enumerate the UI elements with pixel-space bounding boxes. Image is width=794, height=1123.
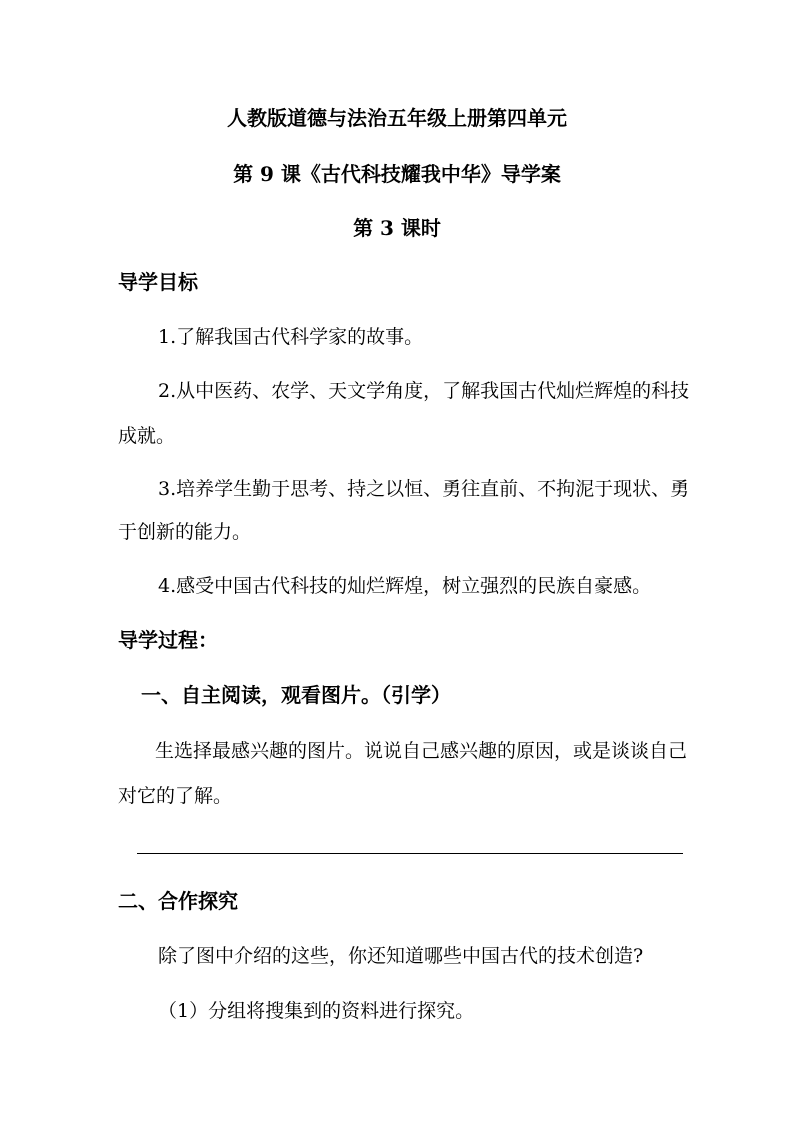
- section-1-heading: 一、自主阅读，观看图片。（引学）: [141, 683, 451, 707]
- process-heading: 导学过程：: [118, 628, 218, 652]
- objective-item-3-line-1: 3.培养学生勤于思考、持之以恒、勇往直前、不拘泥于现状、勇: [158, 478, 690, 500]
- document-title-lesson: 第 9 课《古代科技耀我中华》导学案: [233, 162, 561, 186]
- section-2-paragraph: 除了图中介绍的这些，你还知道哪些中国古代的技术创造?: [158, 945, 644, 967]
- objective-item-2-line-1: 2.从中医药、农学、天文学角度，了解我国古代灿烂辉煌的科技: [158, 380, 690, 402]
- objectives-heading: 导学目标: [118, 270, 198, 294]
- section-1-paragraph-line-2: 对它的了解。: [118, 785, 233, 807]
- section-1-paragraph-line-1: 生选择最感兴趣的图片。说说自己感兴趣的原因，或是谈谈自己: [155, 740, 688, 762]
- section-2-item-1: （1）分组将搜集到的资料进行探究。: [158, 1000, 475, 1022]
- objective-item-3-line-2: 于创新的能力。: [118, 521, 252, 543]
- section-2-heading: 二、合作探究: [118, 889, 238, 913]
- objective-item-4: 4.感受中国古代科技的灿烂辉煌，树立强烈的民族自豪感。: [158, 575, 652, 597]
- objective-item-2-line-2: 成就。: [118, 425, 176, 447]
- document-title-unit: 人教版道德与法治五年级上册第四单元: [227, 106, 567, 130]
- answer-blank-line: [137, 853, 683, 854]
- objective-item-1: 1.了解我国古代科学家的故事。: [158, 326, 424, 348]
- document-title-period: 第 3 课时: [353, 216, 441, 240]
